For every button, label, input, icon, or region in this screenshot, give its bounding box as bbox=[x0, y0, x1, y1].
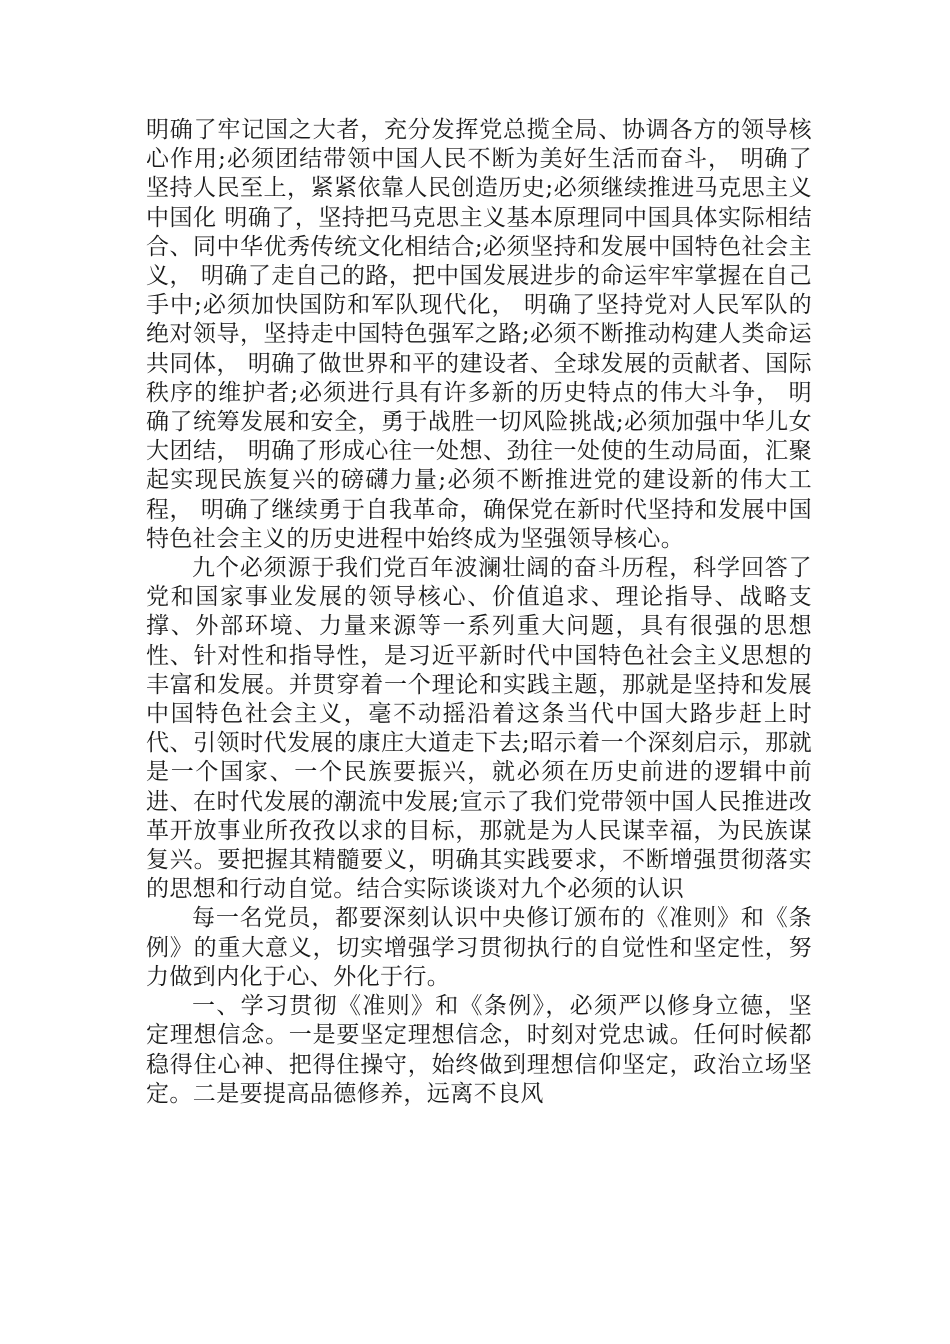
paragraph-3: 每一名党员，都要深刻认识中央修订颁布的《准则》和《条例》的重大意义，切实增强学习贯彻执行的自觉性和坚定性，努力做到内化于心、外化于行。 bbox=[146, 905, 812, 990]
document-page bbox=[146, 116, 812, 1109]
paragraph-2: 九个必须源于我们党百年波澜壮阔的奋斗历程，科学回答了党和国家事业发展的领导核心、价值追求、理论指导、战略支撑、外部环境、力量来源等一系列重大问题，具有很强的思想性、针对性和指导性，是习近平新时代中国特色社会主义思想的丰富和发展。并贯穿着一个理论和实践主题，那就是坚持和发展中国特色社会主义，毫不动摇沿着这条当代中国大路步赶上时代、引领时代发展的康庄大道走下去;昭示着一个深刻启示，那就是一个国家、一个民族要振兴，就必须在历史前进的逻辑中前进、在时代发展的潮流中发展;宣示了我们党带领中国人民推进改革开放事业所孜孜以求的目标，那就是为人民谋幸福，为民族谋复兴。要把握其精髓要义，明确其实践要求，不断增强贯彻落实的思想和行动自觉。结合实际谈谈对九个必须的认识 bbox=[146, 555, 812, 903]
paragraph-1: 明确了牢记国之大者，充分发挥党总揽全局、协调各方的领导核心作用;必须团结带领中国人民不断为美好生活而奋斗， 明确了坚持人民至上，紧紧依靠人民创造历史;必须继续推进马克思主义中国化 明确了，坚持把马克思主义基本原理同中国具体实际相结合、同中华优秀传统文化相结合;必须坚持和发展中国特色社会主义， 明确了走自己的路，把中国发展进步的命运牢牢掌握在自己手中;必须加快国防和军队现代化， 明确了坚持党对人民军队的绝对领导，坚持走中国特色强军之路;必须不断推动构建人类命运共同体， 明确了做世界和平的建设者、全球发展的贡献者、国际秩序的维护者;必须进行具有许多新的历史特点的伟大斗争， 明确了统筹发展和安全，勇于战胜一切风险挑战;必须加强中华儿女大团结， 明确了形成心往一处想、劲往一处使的生动局面，汇聚起实现民族复兴的磅礴力量;必须不断推进党的建设新的伟大工程， 明确了继续勇于自我革命，确保党在新时代坚持和发展中国特色社会主义的历史进程中始终成为坚强领导核心。 bbox=[146, 117, 812, 552]
paragraph-4: 一、学习贯彻《准则》和《条例》，必须严以修身立德，坚定理想信念。一是要坚定理想信念，时刻对党忠诚。任何时候都稳得住心神、把得住操守，始终做到理想信仰坚定，政治立场坚定。二是要提高品德修养，远离不良风 bbox=[146, 993, 812, 1107]
